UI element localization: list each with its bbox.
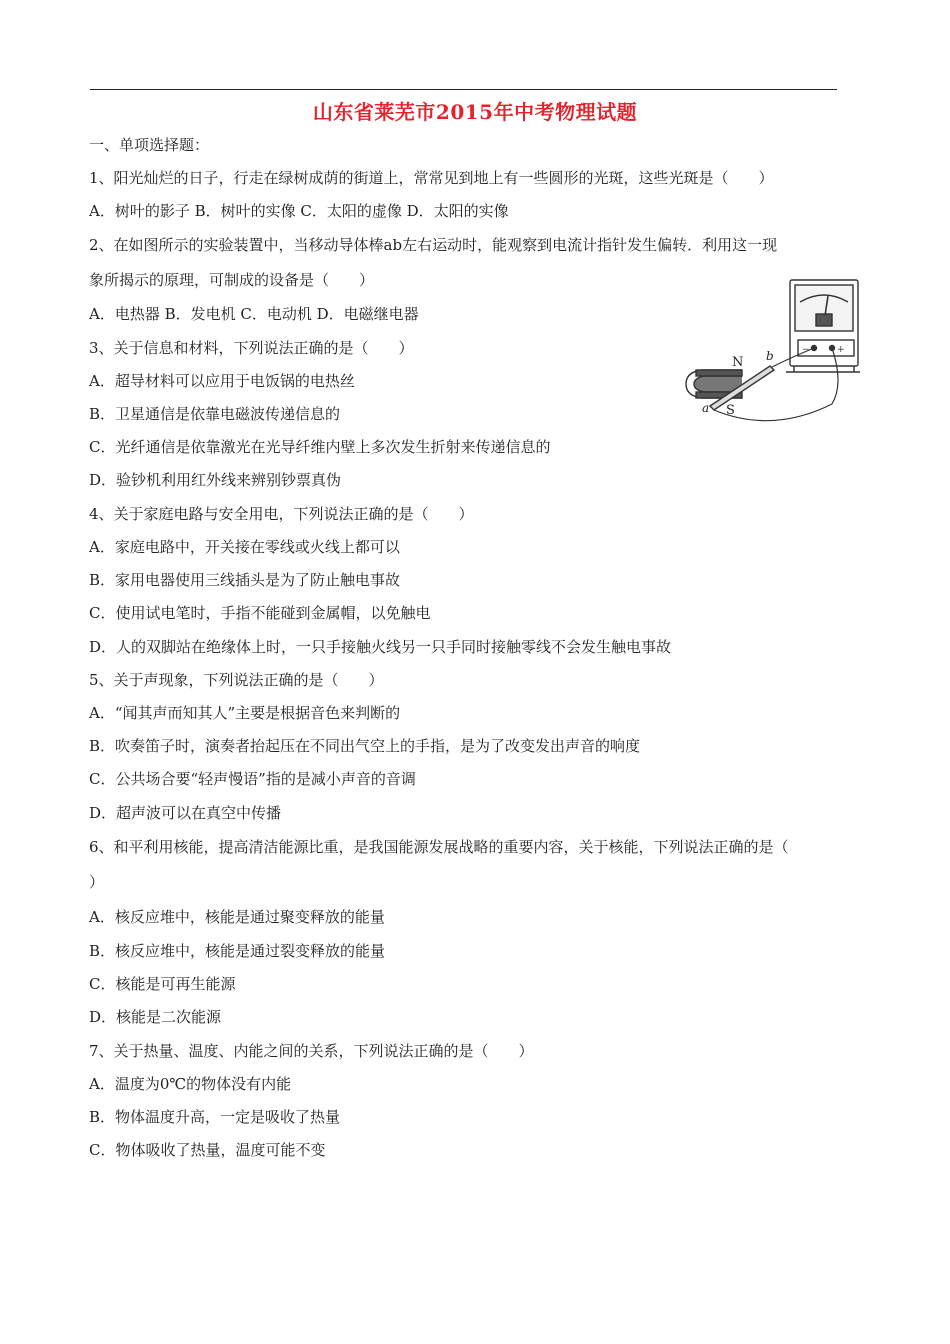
rod-end-b-label: b xyxy=(766,349,774,363)
question-7-stem: 7、关于热量、温度、内能之间的关系，下列说法正确的是（ ） xyxy=(89,1042,534,1060)
header-rule xyxy=(90,89,837,90)
meter-minus-label: − xyxy=(802,345,810,355)
page-title: 山东省莱芜市2015年中考物理试题 xyxy=(312,100,638,124)
question-1-options: A．树叶的影子 B．树叶的实像 C．太阳的虚像 D．太阳的实像 xyxy=(89,202,509,220)
question-5-option-c: C．公共场合要“轻声慢语”指的是减小声音的音调 xyxy=(89,770,416,788)
question-7-option-b: B．物体温度升高，一定是吸收了热量 xyxy=(89,1108,341,1126)
experiment-figure xyxy=(682,274,862,432)
question-4-option-c: C．使用试电笔时，手指不能碰到金属帽，以免触电 xyxy=(89,604,431,622)
question-6-option-a: A．核反应堆中，核能是通过聚变释放的能量 xyxy=(89,908,385,926)
question-6-stem: 6、和平利用核能，提高清洁能源比重，是我国能源发展战略的重要内容，关于核能，下列说法正确的是（ xyxy=(89,838,789,856)
south-pole-label: S xyxy=(726,403,735,418)
question-6-stem-cont: ） xyxy=(89,873,105,891)
question-6-option-d: D．核能是二次能源 xyxy=(89,1008,222,1026)
question-2-options: A．电热器 B．发电机 C．电动机 D．电磁继电器 xyxy=(89,305,419,323)
question-2-stem-cont: 象所揭示的原理，可制成的设备是（ ） xyxy=(89,271,375,289)
meter-plus-label: + xyxy=(837,345,845,355)
question-3-option-c: C．光纤通信是依靠激光在光导纤维内壁上多次发生折射来传递信息的 xyxy=(89,438,551,456)
question-3-option-b: B．卫星通信是依靠电磁波传递信息的 xyxy=(89,405,341,423)
rod-end-a-label: a xyxy=(702,401,710,415)
question-1-stem: 1、阳光灿烂的日子，行走在绿树成荫的街道上，常常见到地上有一些圆形的光斑，这些光斑是（ ） xyxy=(89,169,774,187)
question-6-option-c: C．核能是可再生能源 xyxy=(89,975,236,993)
section-heading: 一、单项选择题： xyxy=(89,136,210,154)
question-4-stem: 4、关于家庭电路与安全用电，下列说法正确的是（ ） xyxy=(89,505,474,523)
north-pole-label: N xyxy=(732,355,744,370)
question-4-option-a: A．家庭电路中，开关接在零线或火线上都可以 xyxy=(89,538,400,556)
question-4-option-d: D．人的双脚站在绝缘体上时，一只手接触火线另一只手同时接触零线不会发生触电事故 xyxy=(89,638,672,656)
question-6-option-b: B．核反应堆中，核能是通过裂变释放的能量 xyxy=(89,942,386,960)
question-3-stem: 3、关于信息和材料，下列说法正确的是（ ） xyxy=(89,339,414,357)
question-3-option-a: A．超导材料可以应用于电饭锅的电热丝 xyxy=(89,372,355,390)
question-5-stem: 5、关于声现象，下列说法正确的是（ ） xyxy=(89,671,384,689)
question-4-option-b: B．家用电器使用三线插头是为了防止触电事故 xyxy=(89,571,401,589)
question-7-option-c: C．物体吸收了热量，温度可能不变 xyxy=(89,1141,326,1159)
question-7-option-a: A．温度为0℃的物体没有内能 xyxy=(89,1075,292,1093)
galvanometer xyxy=(786,280,860,372)
question-3-option-d: D．验钞机利用红外线来辨别钞票真伪 xyxy=(89,471,342,489)
induction-apparatus-drawing xyxy=(682,274,862,432)
question-5-option-a: A．“闻其声而知其人”主要是根据音色来判断的 xyxy=(89,704,401,722)
question-5-option-d: D．超声波可以在真空中传播 xyxy=(89,804,282,822)
question-5-option-b: B．吹奏笛子时，演奏者抬起压在不同出气空上的手指，是为了改变发出声音的响度 xyxy=(89,737,641,755)
question-2-stem: 2、在如图所示的实验装置中，当移动导体棒ab左右运动时，能观察到电流计指针发生偏转．利用这一现 xyxy=(89,236,778,254)
